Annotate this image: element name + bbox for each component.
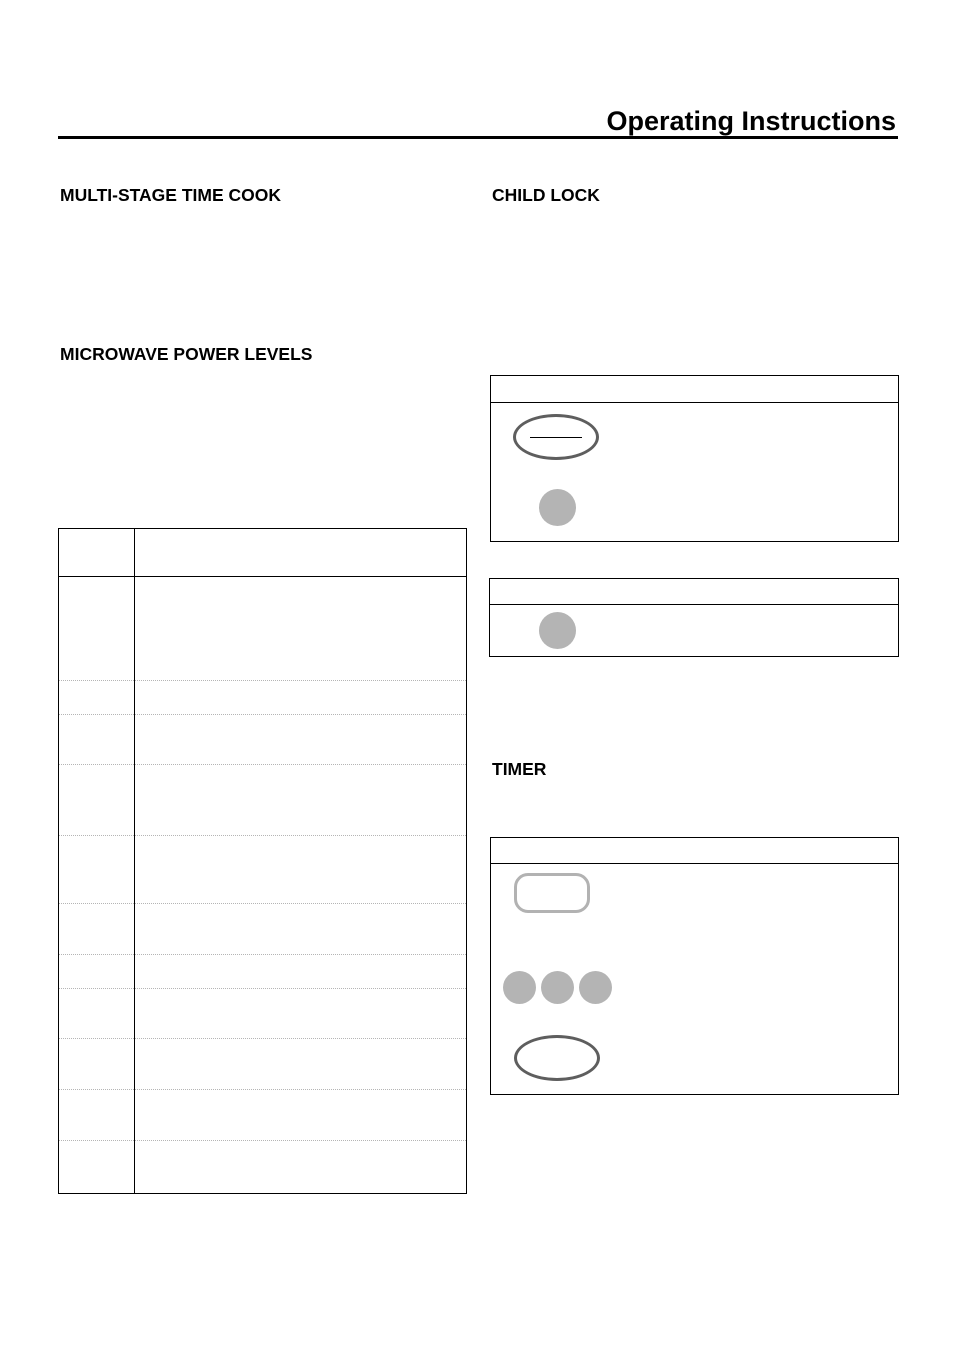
title-rule — [58, 136, 898, 139]
table-row-divider — [59, 954, 466, 955]
table-row-divider — [59, 835, 466, 836]
start-key[interactable] — [514, 1035, 600, 1081]
timer-box — [490, 837, 899, 1095]
number-key[interactable] — [539, 612, 576, 649]
power-level-table — [58, 528, 467, 1194]
table-row-divider — [59, 714, 466, 715]
table-header-rule — [59, 576, 466, 577]
child-lock-heading: CHILD LOCK — [492, 185, 600, 205]
multi-stage-time-cook-heading: MULTI-STAGE TIME COOK — [60, 185, 281, 205]
table-row-divider — [59, 903, 466, 904]
microwave-power-levels-heading: MICROWAVE POWER LEVELS — [60, 344, 313, 364]
child-lock-set-box — [490, 375, 899, 542]
box-header — [490, 579, 898, 605]
box-header — [491, 376, 898, 403]
timer-key[interactable] — [514, 873, 590, 913]
table-row-divider — [59, 988, 466, 989]
table-row-divider — [59, 1140, 466, 1141]
child-lock-cancel-box — [489, 578, 899, 657]
page-title: Operating Instructions — [606, 106, 896, 136]
table-row-divider — [59, 680, 466, 681]
table-row-divider — [59, 1089, 466, 1090]
stop-clear-key[interactable] — [513, 414, 599, 460]
number-key[interactable] — [503, 971, 536, 1004]
table-column-divider — [134, 529, 135, 1193]
timer-heading: TIMER — [492, 759, 547, 779]
table-row-divider — [59, 1038, 466, 1039]
number-key[interactable] — [539, 489, 576, 526]
number-key[interactable] — [579, 971, 612, 1004]
table-row-divider — [59, 764, 466, 765]
number-key[interactable] — [541, 971, 574, 1004]
key-line — [530, 437, 582, 438]
box-header — [491, 838, 898, 864]
